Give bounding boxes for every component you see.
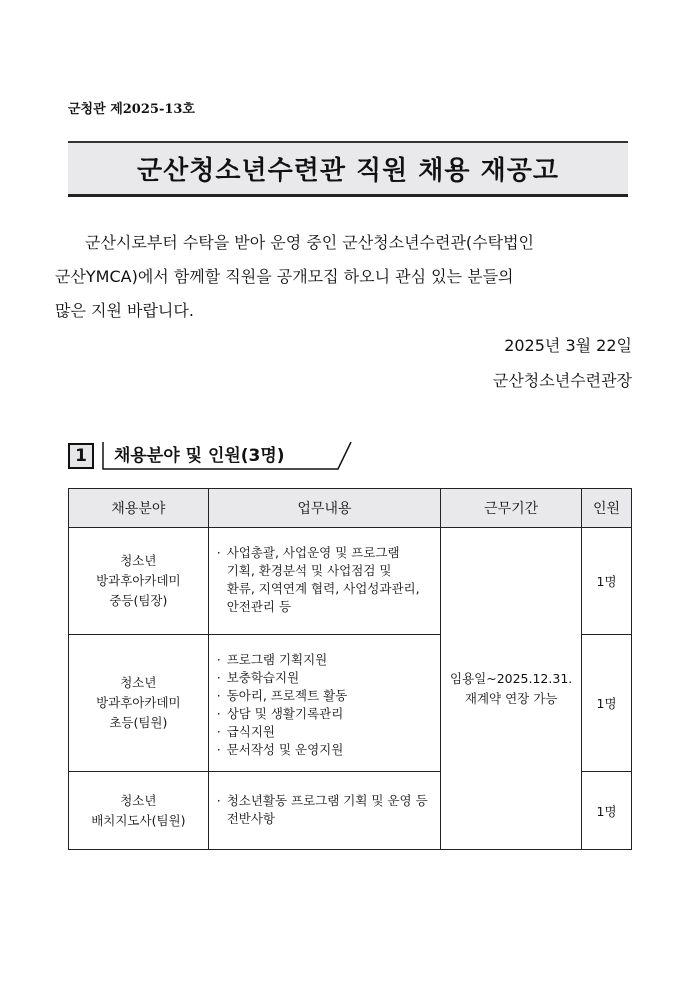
field-cell (69, 635, 209, 772)
duties-cell (208, 635, 441, 772)
bullet: · (216, 652, 221, 667)
title-banner (68, 141, 628, 197)
section-title-frame (102, 442, 315, 470)
header-duties: 업무내용 (208, 489, 441, 528)
header-count: 인원 (582, 489, 632, 528)
announcement-date: 2025년 3월 22일 (504, 336, 632, 355)
intro-paragraph (55, 226, 645, 328)
duties-cell (208, 772, 441, 850)
recruitment-table (68, 488, 632, 850)
document-title: 군산청소년수련관 직원 채용 재공고 (137, 156, 559, 186)
field-line: 청소년 (120, 792, 157, 808)
field-cell (69, 528, 209, 635)
field-line: 배치지도사(팀원) (91, 812, 186, 828)
duty-item (217, 723, 433, 741)
duty-item (217, 544, 433, 562)
field-line: 중등(팀장) (109, 593, 168, 608)
bullet: · (216, 545, 221, 560)
duty-line: 청소년활동 프로그램 기획 및 운영 등 (226, 793, 428, 808)
period-cell (441, 528, 582, 850)
header-field: 채용분야 (69, 489, 209, 528)
duty-line: 사업총괄, 사업운영 및 프로그램 (226, 545, 400, 560)
table-header-row (69, 489, 632, 528)
duty-item (217, 669, 433, 687)
intro-line: 군산시로부터 수탁을 받아 운영 중인 군산청소년수련관(수탁법인 (85, 233, 534, 252)
duty-line: 프로그램 기획지원 (226, 652, 328, 667)
duty-line: 급식지원 (226, 724, 275, 739)
field-line: 청소년 (120, 553, 157, 568)
section-number-box: 1 (68, 443, 94, 469)
duty-line: 보충학습지원 (226, 670, 300, 685)
document-number: 군청관 제2025-13호 (68, 102, 195, 117)
duty-item (217, 705, 433, 723)
section-title: 채용분야 및 인원(3명) (114, 446, 285, 466)
duty-line: 문서작성 및 운영지원 (226, 742, 344, 757)
duty-line: 상담 및 생활기록관리 (226, 706, 344, 721)
bullet: · (216, 742, 221, 757)
count-cell: 1명 (582, 528, 632, 635)
field-line: 청소년 (120, 675, 157, 690)
duty-line: 안전관리 등 (226, 599, 292, 614)
intro-line: 많은 지원 바랍니다. (55, 301, 194, 320)
field-line: 방과후아카데미 (96, 695, 181, 710)
duty-line: 전반사항 (226, 811, 275, 826)
table-row (69, 528, 632, 635)
bullet: · (216, 724, 221, 739)
duty-line: 기획, 환경분석 및 사업점검 및 (226, 563, 392, 578)
signer-name: 군산청소년수련관장 (492, 371, 632, 390)
duty-line: 환류, 지역연계 협력, 사업성과관리, (226, 581, 420, 596)
duty-item (217, 651, 433, 669)
field-line: 방과후아카데미 (96, 573, 181, 588)
header-period: 근무기간 (441, 489, 582, 528)
bullet: · (216, 688, 221, 703)
bullet: · (216, 670, 221, 685)
bullet: · (216, 706, 221, 721)
period-line: 임용일~2025.12.31. (450, 670, 573, 686)
field-line: 초등(팀원) (109, 715, 168, 730)
count-cell: 1명 (582, 772, 632, 850)
duty-item (217, 741, 433, 759)
duty-line: 동아리, 프로젝트 활동 (226, 688, 348, 703)
duty-item (217, 792, 433, 810)
duty-item (217, 687, 433, 705)
bullet: · (216, 793, 221, 808)
field-cell (69, 772, 209, 850)
section-heading (68, 442, 315, 470)
duties-cell (208, 528, 441, 635)
period-line: 재계약 연장 가능 (464, 690, 558, 706)
count-cell: 1명 (582, 635, 632, 772)
intro-line: 군산YMCA)에서 함께할 직원을 공개모집 하오니 관심 있는 분들의 (55, 267, 514, 286)
